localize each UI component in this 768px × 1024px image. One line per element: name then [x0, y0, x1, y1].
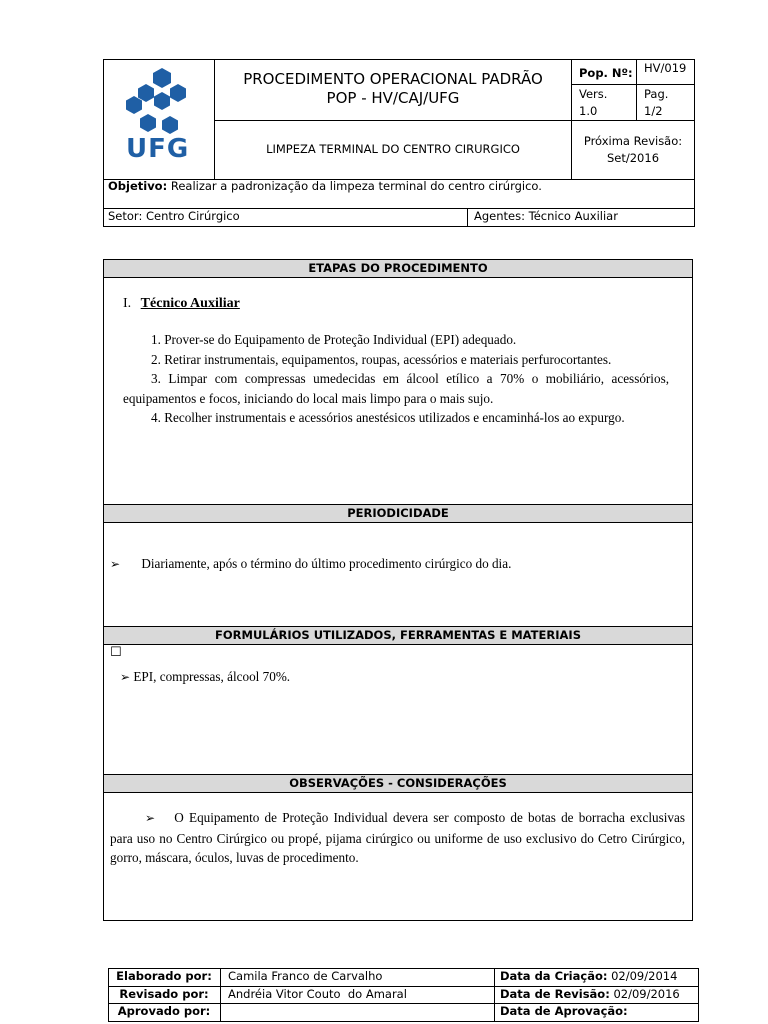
- periodicity-item: [110, 556, 511, 572]
- periodicity-section-title: PERIODICIDADE: [347, 506, 449, 520]
- periodicity-text: Diariamente, após o término do último procedimento cirúrgico do dia.: [141, 556, 512, 571]
- step-item: 3. Limpar com compressas umedecidas em álcool etílico a 70% o mobiliário, acessórios, equipamentos e focos, iniciando do local mais limpo para o mais sujo.: [123, 371, 669, 406]
- observations-section-title: OBSERVAÇÕES - CONSIDERAÇÕES: [289, 776, 507, 790]
- page-value: 1/2: [644, 104, 663, 118]
- materials-item: [120, 669, 290, 685]
- role-numeral: I.: [123, 296, 132, 311]
- pop-value: HV/019: [644, 61, 687, 75]
- creation-date-label: Data da Criação:: [500, 969, 608, 983]
- pop-label: Pop. Nº:: [579, 66, 633, 80]
- sector-cell: Setor: Centro Cirúrgico: [108, 209, 240, 223]
- checkbox-icon: ☐: [110, 645, 122, 660]
- observations-text: O Equipamento de Proteção Individual devera ser composto de botas de borracha exclusivas para uso no Centro Cirúrgico ou propé, pijama cirúrgico ou uniforme de uso exclusivo do Cetro Cirúrgico, gorro, máscara, óculos, luvas de procedimento.: [110, 810, 686, 865]
- arrow-bullet-icon: ➢: [145, 811, 156, 825]
- approval-date-cell: [500, 1004, 628, 1018]
- objective-text: Realizar a padronização da limpeza terminal do centro cirúrgico.: [170, 179, 542, 193]
- steps-section-title: ETAPAS DO PROCEDIMENTO: [308, 261, 488, 275]
- ufg-logo: [110, 66, 208, 174]
- ufg-hexagon-icon: [110, 66, 208, 138]
- subject-title: LIMPEZA TERMINAL DO CENTRO CIRURGICO: [266, 142, 520, 156]
- materials-text: EPI, compressas, álcool 70%.: [133, 669, 291, 684]
- page-label: Pag.: [644, 87, 669, 101]
- version-value: 1.0: [579, 104, 598, 118]
- observations-text-block: [110, 808, 685, 868]
- elaborated-by-name: Camila Franco de Carvalho: [228, 969, 383, 983]
- approved-by-label: Aprovado por:: [117, 1004, 211, 1018]
- revision-date-cell: [500, 987, 680, 1001]
- elaborated-by-label: Elaborado por:: [116, 969, 212, 983]
- role-title: Técnico Auxiliar: [140, 296, 240, 311]
- objective-label: Objetivo:: [108, 179, 168, 193]
- document-subtitle: POP - HV/CAJ/UFG: [326, 89, 460, 107]
- revised-by-name: Andréia Vitor Couto do Amaral: [228, 987, 407, 1001]
- agents-cell: Agentes: Técnico Auxiliar: [474, 209, 618, 223]
- arrow-bullet-icon: ➢: [110, 557, 121, 571]
- step-item: 2. Retirar instrumentais, equipamentos, roupas, acessórios e materiais perfurocortantes.: [151, 351, 612, 367]
- forms-section-title: FORMULÁRIOS UTILIZADOS, FERRAMENTAS E MATERIAIS: [215, 628, 581, 642]
- steps-list: [123, 330, 669, 428]
- step-item: 4. Recolher instrumentais e acessórios anestésicos utilizados e encaminhá-los ao expurgo.: [151, 410, 625, 425]
- revision-date-value: 02/09/2016: [613, 987, 680, 1001]
- logo-text: UFG: [126, 134, 190, 164]
- next-review-label: Próxima Revisão:: [583, 134, 683, 148]
- document-title: PROCEDIMENTO OPERACIONAL PADRÃO: [243, 70, 543, 88]
- version-label: Vers.: [579, 87, 608, 101]
- step-item: 1. Prover-se do Equipamento de Proteção Individual (EPI) adequado.: [151, 332, 517, 347]
- role-heading: [123, 296, 240, 312]
- approval-date-label: Data de Aprovação:: [500, 1004, 628, 1018]
- objective-row: [108, 179, 688, 193]
- creation-date-value: 02/09/2014: [611, 969, 678, 983]
- arrow-bullet-icon: ➢: [120, 670, 131, 684]
- next-review-value: Set/2016: [606, 151, 660, 165]
- revised-by-label: Revisado por:: [119, 987, 209, 1001]
- revision-date-label: Data de Revisão:: [500, 987, 610, 1001]
- creation-date-cell: [500, 969, 677, 983]
